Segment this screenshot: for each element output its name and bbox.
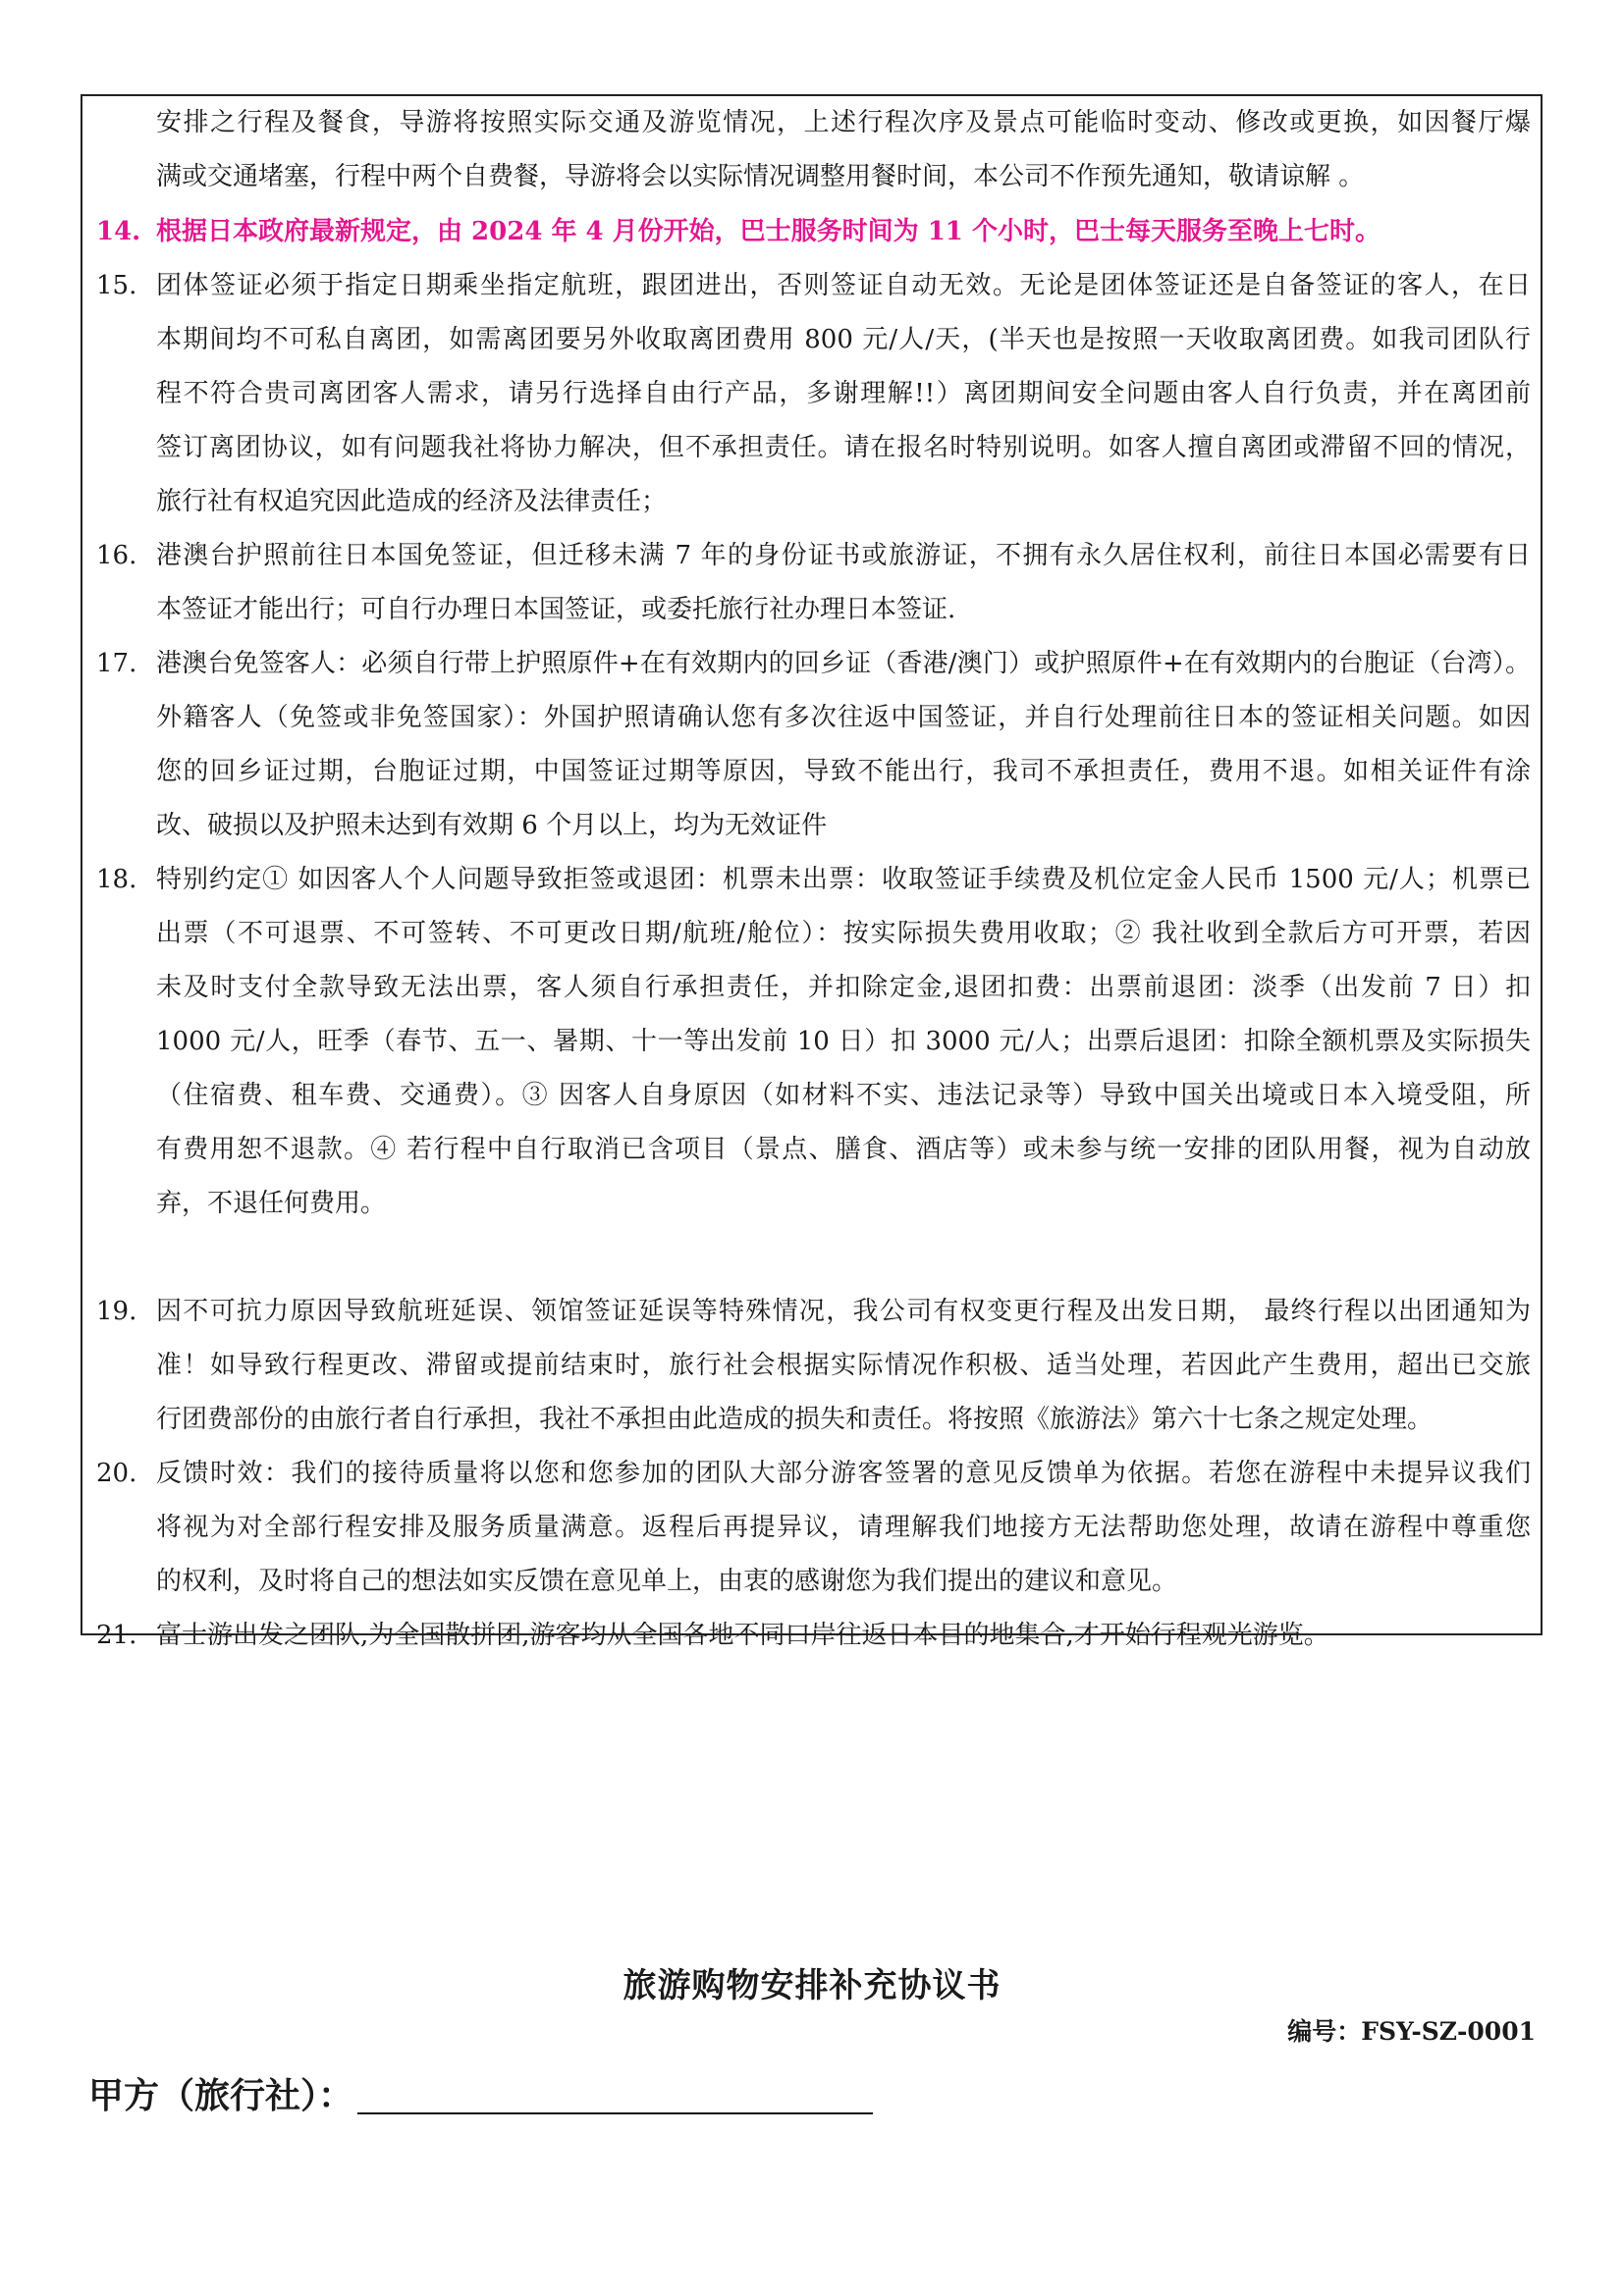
item-body [156,853,1531,1231]
party-a-label: 甲方（旅行社）： [88,2075,354,2116]
text-line: 将视为对全部行程安排及服务质量满意。返程后再提异议，请理解我们地接方无法帮助您处理，故请在游程中尊重您 [156,1513,1531,1542]
text-line: 满或交通堵塞，行程中两个自费餐，导游将会以实际情况调整用餐时间，本公司不作预先通知，敬请谅解 。 [156,162,1365,191]
text-line: （住宿费、租车费、交通费）。③ 因客人自身原因（如材料不实、违法记录等）导致中国关出境或日本入境受阻，所 [156,1081,1531,1110]
text-line: 准！如导致行程更改、滞留或提前结束时，旅行社会根据实际情况作积极、适当处理，若因此产生费用，超出已交旅 [156,1351,1531,1380]
text-line: 因不可抗力原因导致航班延误、领馆签证延误等特殊情况，我公司有权变更行程及出发日期， 最终行程以出团通知为 [156,1297,1531,1326]
text-line: 外籍客人（免签或非免签国家）：外国护照请确认您有多次往返中国签证，并自行处理前往日本的签证相关问题。如因 [156,703,1531,732]
terms-box [81,94,1543,1650]
agreement-number: 编号：FSY-SZ-0001 [1287,2017,1536,2046]
text-line: 本期间均不可私自离团，如需离团要另外收取离团费用 800 元/人/天，(半天也是按照一天收取离团费。如我司团队行 [156,325,1531,354]
item-body [156,637,1531,853]
item-body [156,1285,1531,1447]
text-line: 您的回乡证过期，台胞证过期，中国签证过期等原因，导致不能出行，我司不承担责任，费用不退。如相关证件有涂 [156,757,1531,786]
text-line: 港澳台护照前往日本国免签证，但迁移未满 7 年的身份证书或旅游证，不拥有永久居住权利，前往日本国必需要有日 [156,541,1531,570]
text-line: 富士游出发之团队,为全国散拼团,游客均从全国各地不同口岸往返日本目的地集合,才开始行程观光游览。 [156,1621,1329,1650]
text-line: 港澳台免签客人：必须自行带上护照原件+在有效期内的回乡证（香港/澳门）或护照原件+在有效期内的台胞证（台湾）。 [156,649,1531,678]
item-number: 15. [96,271,137,300]
text-line: 反馈时效：我们的接待质量将以您和您参加的团队大部分游客签署的意见反馈单为依据。若您在游程中未提异议我们 [156,1459,1531,1488]
text-line: 签订离团协议，如有问题我社将协力解决，但不承担责任。请在报名时特别说明。如客人擅自离团或滞留不回的情况， [156,433,1531,462]
text-line: 的权利，及时将自己的想法如实反馈在意见单上，由衷的感谢您为我们提出的建议和意见。 [156,1567,1178,1596]
item-body [156,259,1531,529]
agreement-title: 旅游购物安排补充协议书 [623,1966,1001,2005]
text-line: 安排之行程及餐食，导游将按照实际交通及游览情况，上述行程次序及景点可能临时变动、修改或更换，如因餐厅爆 [156,108,1531,137]
item-body [156,205,1531,259]
item-number: 20. [96,1459,137,1488]
text-line: 1000 元/人，旺季（春节、五一、暑期、十一等出发前 10 日）扣 3000 元/人；出票后退团：扣除全额机票及实际损失 [156,1027,1531,1056]
text-line: 程不符合贵司离团客人需求，请另行选择自由行产品，多谢理解!!）离团期间安全问题由客人自行负责，并在离团前 [156,379,1531,408]
item-number: 14. [96,217,141,246]
item-body [156,1447,1531,1609]
party-a-signature-line[interactable] [357,2073,873,2114]
text-line: 根据日本政府最新规定，由 2024 年 4 月份开始，巴士服务时间为 11 个小时，巴士每天服务至晚上七时。 [156,217,1380,246]
party-a-field [88,2071,873,2120]
text-line: 改、破损以及护照未达到有效期 6 个月以上，均为无效证件 [156,811,828,840]
text-line: 出票（不可退票、不可签转、不可更改日期/航班/舱位）：按实际损失费用收取；② 我社收到全款后方可开票，若因 [156,919,1531,948]
text-line: 有费用恕不退款。④ 若行程中自行取消已含项目（景点、膳食、酒店等）或未参与统一安排的团队用餐，视为自动放 [156,1135,1531,1164]
item-number: 17. [96,649,137,678]
text-line: 本签证才能出行；可自行办理日本国签证，或委托旅行社办理日本签证. [156,595,956,624]
item-number: 18. [96,865,137,894]
text-line: 行团费部份的由旅行者自行承担，我社不承担由此造成的损失和责任。将按照《旅游法》第六十七条之规定处理。 [156,1405,1434,1434]
item-number: 19. [96,1297,137,1326]
item-body [156,529,1531,637]
text-line: 未及时支付全款导致无法出票，客人须自行承担责任，并扣除定金,退团扣费：出票前退团：淡季（出发前 7 日）扣 [156,973,1531,1002]
item-number: 21. [96,1621,137,1650]
intro-paragraph [156,96,1531,204]
text-line: 旅行社有权追究因此造成的经济及法律责任； [156,487,668,516]
text-line: 弃，不退任何费用。 [156,1189,387,1218]
item-number: 16. [96,541,137,570]
text-line: 团体签证必须于指定日期乘坐指定航班，跟团进出，否则签证自动无效。无论是团体签证还是自备签证的客人，在日 [156,271,1531,300]
text-line: 特别约定① 如因客人个人问题导致拒签或退团：机票未出票：收取签证手续费及机位定金人民币 1500 元/人；机票已 [156,865,1531,894]
item-body [156,1609,1531,1663]
